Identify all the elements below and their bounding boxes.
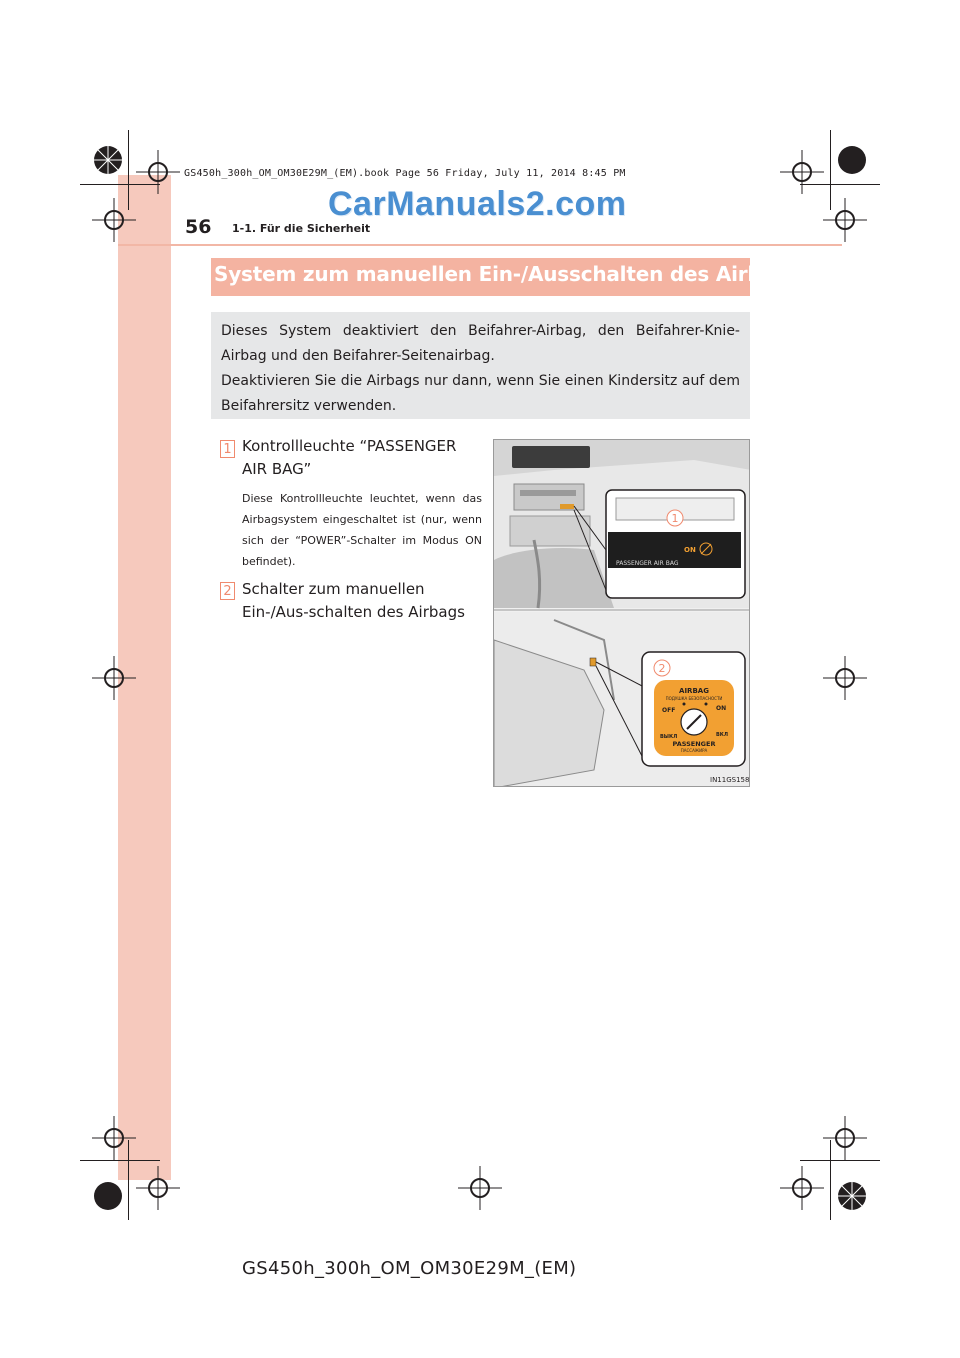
registration-mark-icon [88,1176,128,1216]
indicator-on-label: ON [684,546,696,554]
indicator-label: PASSENGER AIR BAG [616,560,679,567]
crosshair-icon [823,198,867,242]
figure-code: IN11GS158 [710,776,750,784]
item-title: Kontrollleuchte “PASSENGER AIR BAG” [242,437,457,478]
item-number: 1 [220,440,235,458]
registration-mark-icon [88,140,128,180]
switch-label-airbag-ru: ПОДУШКА БЕЗОПАСНОСТИ [665,696,723,701]
figure-callout-2: 2 [658,662,666,675]
intro-paragraph: Deaktivieren Sie die Airbags nur dann, wenn Sie einen Kindersitz auf dem Beifahrersitz verwenden. [221,373,740,414]
crop-mark [800,1160,880,1161]
watermark: CarManuals2.com [328,185,627,223]
switch-label-airbag: AIRBAG [679,687,709,695]
page-title: System zum manuellen Ein-/Ausschalten des Airbags [214,262,801,286]
crosshair-icon [823,656,867,700]
figure-callout-1: 1 [671,512,679,525]
switch-label-passenger: PASSENGER [672,740,716,748]
header-rule [118,244,842,246]
book-info: GS450h_300h_OM_OM30E29M_(EM).book Page 56 Friday, July 11, 2014 8:45 PM [184,168,626,179]
registration-mark-icon [832,1176,872,1216]
section-heading: 1-1. Für die Sicherheit [232,222,371,235]
crosshair-icon [780,150,824,194]
crosshair-icon [823,1116,867,1160]
crosshair-icon [458,1166,502,1210]
crosshair-icon [136,1166,180,1210]
dashboard-illustration [494,440,750,787]
crosshair-icon [136,150,180,194]
switch-label-on: ON [716,705,727,712]
intro-paragraph: Dieses System deaktiviert den Beifahrer-Airbag, den Beifahrer-Knie-Airbag und den Beifahrer-Seitenairbag. [221,323,740,364]
switch-label-passenger-ru: ПАССАЖИРА [680,748,708,753]
item-description: Diese Kontrollleuchte leuchtet, wenn das Airbagsystem eingeschaltet ist (nur, wenn sich der “POWER”-Schalter im Modus ON befindet). [242,492,482,568]
crosshair-icon [92,656,136,700]
page-number: 56 [185,216,212,238]
crosshair-icon [780,1166,824,1210]
airbag-figure [493,439,750,787]
switch-label-on-ru: ВКЛ [716,732,729,738]
crosshair-icon [92,198,136,242]
item-number: 2 [220,582,235,600]
crosshair-icon [92,1116,136,1160]
switch-label-off: OFF [662,707,676,714]
footer-code: GS450h_300h_OM_OM30E29M_(EM) [242,1258,577,1279]
switch-label-off-ru: ВЫКЛ [660,734,678,740]
registration-mark-icon [832,140,872,180]
crop-mark [80,1160,160,1161]
item-title: Schalter zum manuellen Ein-/Aus-schalten des Airbags [242,580,465,621]
intro-box [211,312,750,419]
